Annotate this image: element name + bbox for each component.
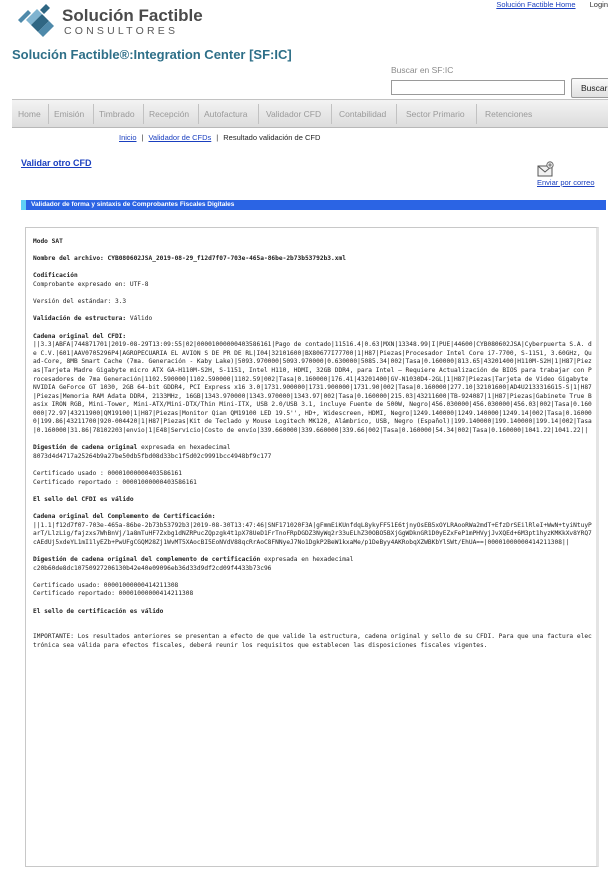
nav-divider: [48, 104, 49, 124]
encoding-title: Codificación: [33, 272, 78, 280]
complement-chain-title: Cadena original del Complemento de Certificación:: [33, 513, 216, 520]
structure-row: [33, 315, 593, 324]
search-label: Buscar en SF:IC: [391, 65, 454, 75]
validation-result-content: [33, 238, 593, 659]
complement-cert-reported: Certificado reportado: 00001000000414211308: [33, 590, 194, 598]
breadcrumb-separator: |: [141, 133, 144, 142]
cert-reported: Certificado reportado : 00001000000403586161: [33, 478, 197, 486]
file-name-row: [33, 255, 593, 264]
nav-contabilidad[interactable]: Contabilidad: [339, 109, 387, 119]
complement-digest-row: [33, 556, 593, 565]
structure-label: Validación de estructura:: [33, 315, 127, 323]
important-notice: IMPORTANTE: Los resultados anteriores se presentan a efecto de que valide la estructura, cadena original y sello de su CFDI. Para que una factura electrónica sea válida para efectos fiscales, deberá reunir los requisitos que establecen las disposiciones fiscales vigentes.: [33, 633, 592, 649]
breadcrumb: [119, 133, 320, 142]
nav-home[interactable]: Home: [18, 109, 41, 119]
nav-divider: [143, 104, 144, 124]
top-links: [496, 0, 608, 9]
search-input[interactable]: [391, 80, 565, 95]
chain-title: Cadena original del CFDI:: [33, 332, 127, 340]
search-button[interactable]: Buscar: [571, 78, 608, 98]
digest-label: Digestión de cadena original: [33, 444, 138, 452]
cfdi-seal-status: El sello del CFDI es válido: [33, 495, 134, 503]
cert-used: Certificado usado : 00001000000403586161: [33, 470, 183, 478]
breadcrumb-validator-link[interactable]: Validador de CFDs: [148, 133, 212, 142]
login-link[interactable]: Login: [589, 0, 608, 9]
brand-subtitle: CONSULTORES: [64, 25, 179, 37]
complement-digest-suffix: expresada en hexadecimal: [263, 555, 354, 563]
validate-other-cfd-link[interactable]: Validar otro CFD: [21, 158, 92, 168]
nav-divider: [476, 104, 477, 124]
complement-digest-value: c20b60de8dc10750927206130b42e40e09096eb36d33d9df2cd09f4433b73c96: [33, 564, 272, 572]
nav-divider: [258, 104, 259, 124]
nav-timbrado[interactable]: Timbrado: [99, 109, 135, 119]
page-title: Solución Factible®:Integration Center [SF:IC]: [12, 47, 292, 62]
complement-cert-used: Certificado usado: 00001000000414211308: [33, 581, 179, 589]
nav-divider: [331, 104, 332, 124]
nav-retenciones[interactable]: Retenciones: [485, 109, 533, 119]
encoding-text: Comprobante expresado en: UTF-8: [33, 280, 149, 288]
breadcrumb-separator: |: [216, 133, 219, 142]
digest-row: [33, 444, 593, 453]
structure-value: Válido: [129, 315, 153, 323]
mode-text: Modo SAT: [33, 238, 63, 245]
envelope-icon[interactable]: [537, 161, 555, 178]
nav-recepcion[interactable]: Recepción: [149, 109, 190, 119]
nav-validador-cfd[interactable]: Validador CFD: [266, 109, 322, 119]
section-header: [21, 200, 606, 210]
complement-digest-label: Digestión de cadena original del complemento de certificación: [33, 555, 261, 563]
home-site-link[interactable]: Solución Factible Home: [496, 0, 576, 9]
nav-sector-primario[interactable]: Sector Primario: [406, 109, 465, 119]
nav-divider: [198, 104, 199, 124]
brand-mark-icon: [16, 2, 60, 38]
digest-value: 8073d4d4717a25264b9a27be50db5fbd08d33bc1f5d02c9991bcc4948bf9c177: [33, 452, 272, 460]
nav-divider: [396, 104, 397, 124]
chain-text: ||3.3|ABFA|744871701|2019-08-29T13:09:55|02|00001000000403586161|Pago de contado|11516.4|0.63|MXN|13348.99|I|PUE|44600|CYB080602JSA|Cyberpuerta S.A. de C.V.|601|AAV0705296P4|AGROPECUARIA EL AVION S DE PR DE RL|I04|32101600|BX80677I77700|1|H87|Piezas|Procesador Intel Core i7-7700, S-1151, 3.60GHz, Quad-Core, 8MB Smart Cache (7ma. Generación - Kaby Lake)|5093.970000|5093.970000|0.630000|5085.34|002|Tasa|0.160000|813.65|43201400|H110M-S2H|1|H87|Piezas|Tarjeta Madre Gigabyte micro ATX GA-H110M-S2H, S-1151, Intel H110, HDMI, 32GB DDR4, para Intel — Requiere Actualización de BIOS para trabajar con Procesadores de 7ma Generación|1102.590000|1102.590000|1102.59|002|Tasa|0.160000|176.41|43201400|GV-N1030D4-2GL|1|H87|Piezas|Tarjeta de Video Gigabyte NVIDIA GeForce GT 1030, 2GB 64-bit GDDR4, PCI Express x16 3.0|1731.900000|1731.900000|1731.90|002|Tasa|0.160000|277.10|32101600|AD4U2133316G15-S|1|H87|Piezas|Memoria RAM Adata DDR4, 2133MHz, 16GB|1343.970000|1343.970000|1343.97|002|Tasa|0.160000|215.03|43211600|TB-924087|1|H87|Piezas|Gabinete True Basix IRON RGB, Mini-Tower, Mini-ATX/Mini-DTX/Thin Mini-ITX, USB 2.0/USB 3.1, incluye Fuente de 500W, Negro|456.030000|456.030000|456.03|002|Tasa|0.160000|72.97|43211900|QM19100|1|H87|Piezas|Monitor Qian QM19100 LED 19.5'', HD+, Widescreen, HDMI, Negro|1249.140000|1249.140000|1249.14|002|Tasa|0.160000|199.86|43211700|920-004420|1|H87|Piezas|Kit de Teclado y Mouse Logitech MK120, Alámbrico, USB, Negro (Español)|199.140000|199.140000|199.14|002|Tasa|0.160000|31.86|78102203|envio|1|E48|Servicio|Costo de envío|339.660000|339.660000|339.66|002|Tasa|0.160000|54.34|002|Tasa|0.160000|1041.22|1041.22||: [33, 341, 592, 435]
file-name-label: Nombre del archivo:: [33, 255, 104, 263]
brand-logo: [16, 2, 226, 38]
section-title: Validador de forma y sintaxis de Comprobantes Fiscales Digitales: [31, 201, 235, 208]
cert-seal-status: El sello de certificación es válido: [33, 607, 164, 615]
digest-suffix: expresada en hexadecimal: [141, 444, 231, 452]
breadcrumb-home-link[interactable]: Inicio: [119, 133, 137, 142]
version-text: Versión del estándar: 3.3: [33, 298, 127, 306]
nav-divider: [93, 104, 94, 124]
section-marker: [21, 200, 26, 210]
validation-result-panel: [25, 227, 599, 867]
file-name-value: CYB080602JSA_2019-08-29_f12d7f07-703e-465a-86be-2b73b53792b3.xml: [107, 255, 346, 263]
nav-autofactura[interactable]: Autofactura: [204, 109, 248, 119]
send-by-mail-link[interactable]: Enviar por correo: [537, 178, 595, 187]
complement-chain-text: ||1.1|f12d7f07-703e-465a-86be-2b73b53792b3|2019-08-30T13:47:46|SNF171020F3A|gFmmEiKUnfdqL8ykyFF51E6tjnyOsEB5xOYLRAooRWa2mdT+EfzDrSEilRleI+WwN+tyiNtuyParT/LlzLig/fajzxs7WhBnVj/1a8mTuHF7Zxbg1dNZRPucZQpzgk4t1pX78UeD1FrTnoFRpDGDZ3NyWq2r33uELhZ30OBO5BXjGgWDknGR1D0yEZxFeP1mPHVyjJvXQEd+6M3pt1hyzKMKkXv8YRQ7cAEdUj5xdeYL1mI1lyEZb+PwUFgCGQM28Zj1WvMT5XAocBI5EoNVdV88qcRrAoC8FNNyeJ7No1DgkP2BeW1kxaMe/p1DeByy4AKRobqXZWBKbYlSWt/EhUA==|00001000000414211308||: [33, 521, 592, 546]
brand-title: Solución Factible: [62, 6, 203, 25]
breadcrumb-current: Resultado validación de CFD: [223, 133, 321, 142]
nav-emision[interactable]: Emisión: [54, 109, 85, 119]
main-nav: [12, 99, 608, 128]
